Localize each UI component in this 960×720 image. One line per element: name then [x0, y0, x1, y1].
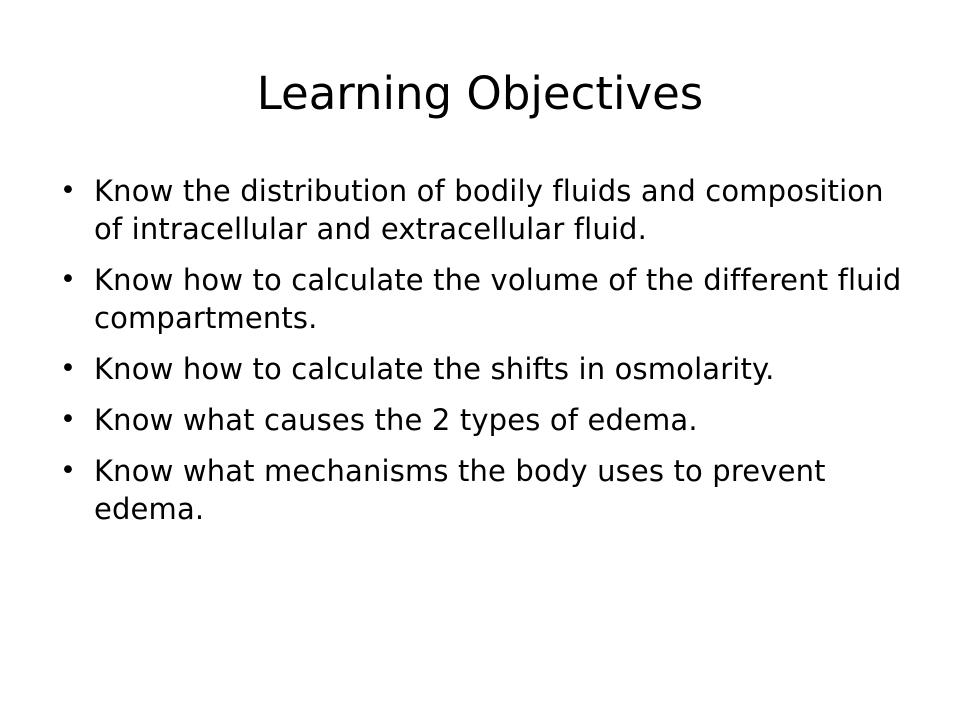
slide-title: Learning Objectives	[256, 67, 704, 120]
bullet-marker: •	[60, 455, 77, 486]
bullet-text: Know what causes the 2 types of edema.	[94, 403, 698, 437]
bullet-list	[60, 172, 906, 541]
bullet-text: Know how to calculate the volume of the different fluid compartments.	[94, 263, 902, 335]
bullet-text: Know how to calculate the shifts in osmolarity.	[94, 352, 775, 386]
bullet-marker: •	[60, 353, 77, 384]
bullet-item	[60, 401, 906, 439]
bullet-item	[60, 452, 906, 528]
bullet-text: Know the distribution of bodily fluids and composition of intracellular and extracellular fluid.	[94, 174, 884, 246]
bullet-marker: •	[60, 175, 77, 206]
bullet-text: Know what mechanisms the body uses to prevent edema.	[94, 454, 826, 526]
bullet-item	[60, 172, 906, 248]
bullet-item	[60, 350, 906, 388]
bullet-marker: •	[60, 264, 77, 295]
bullet-marker: •	[60, 404, 77, 435]
bullet-item	[60, 261, 906, 337]
